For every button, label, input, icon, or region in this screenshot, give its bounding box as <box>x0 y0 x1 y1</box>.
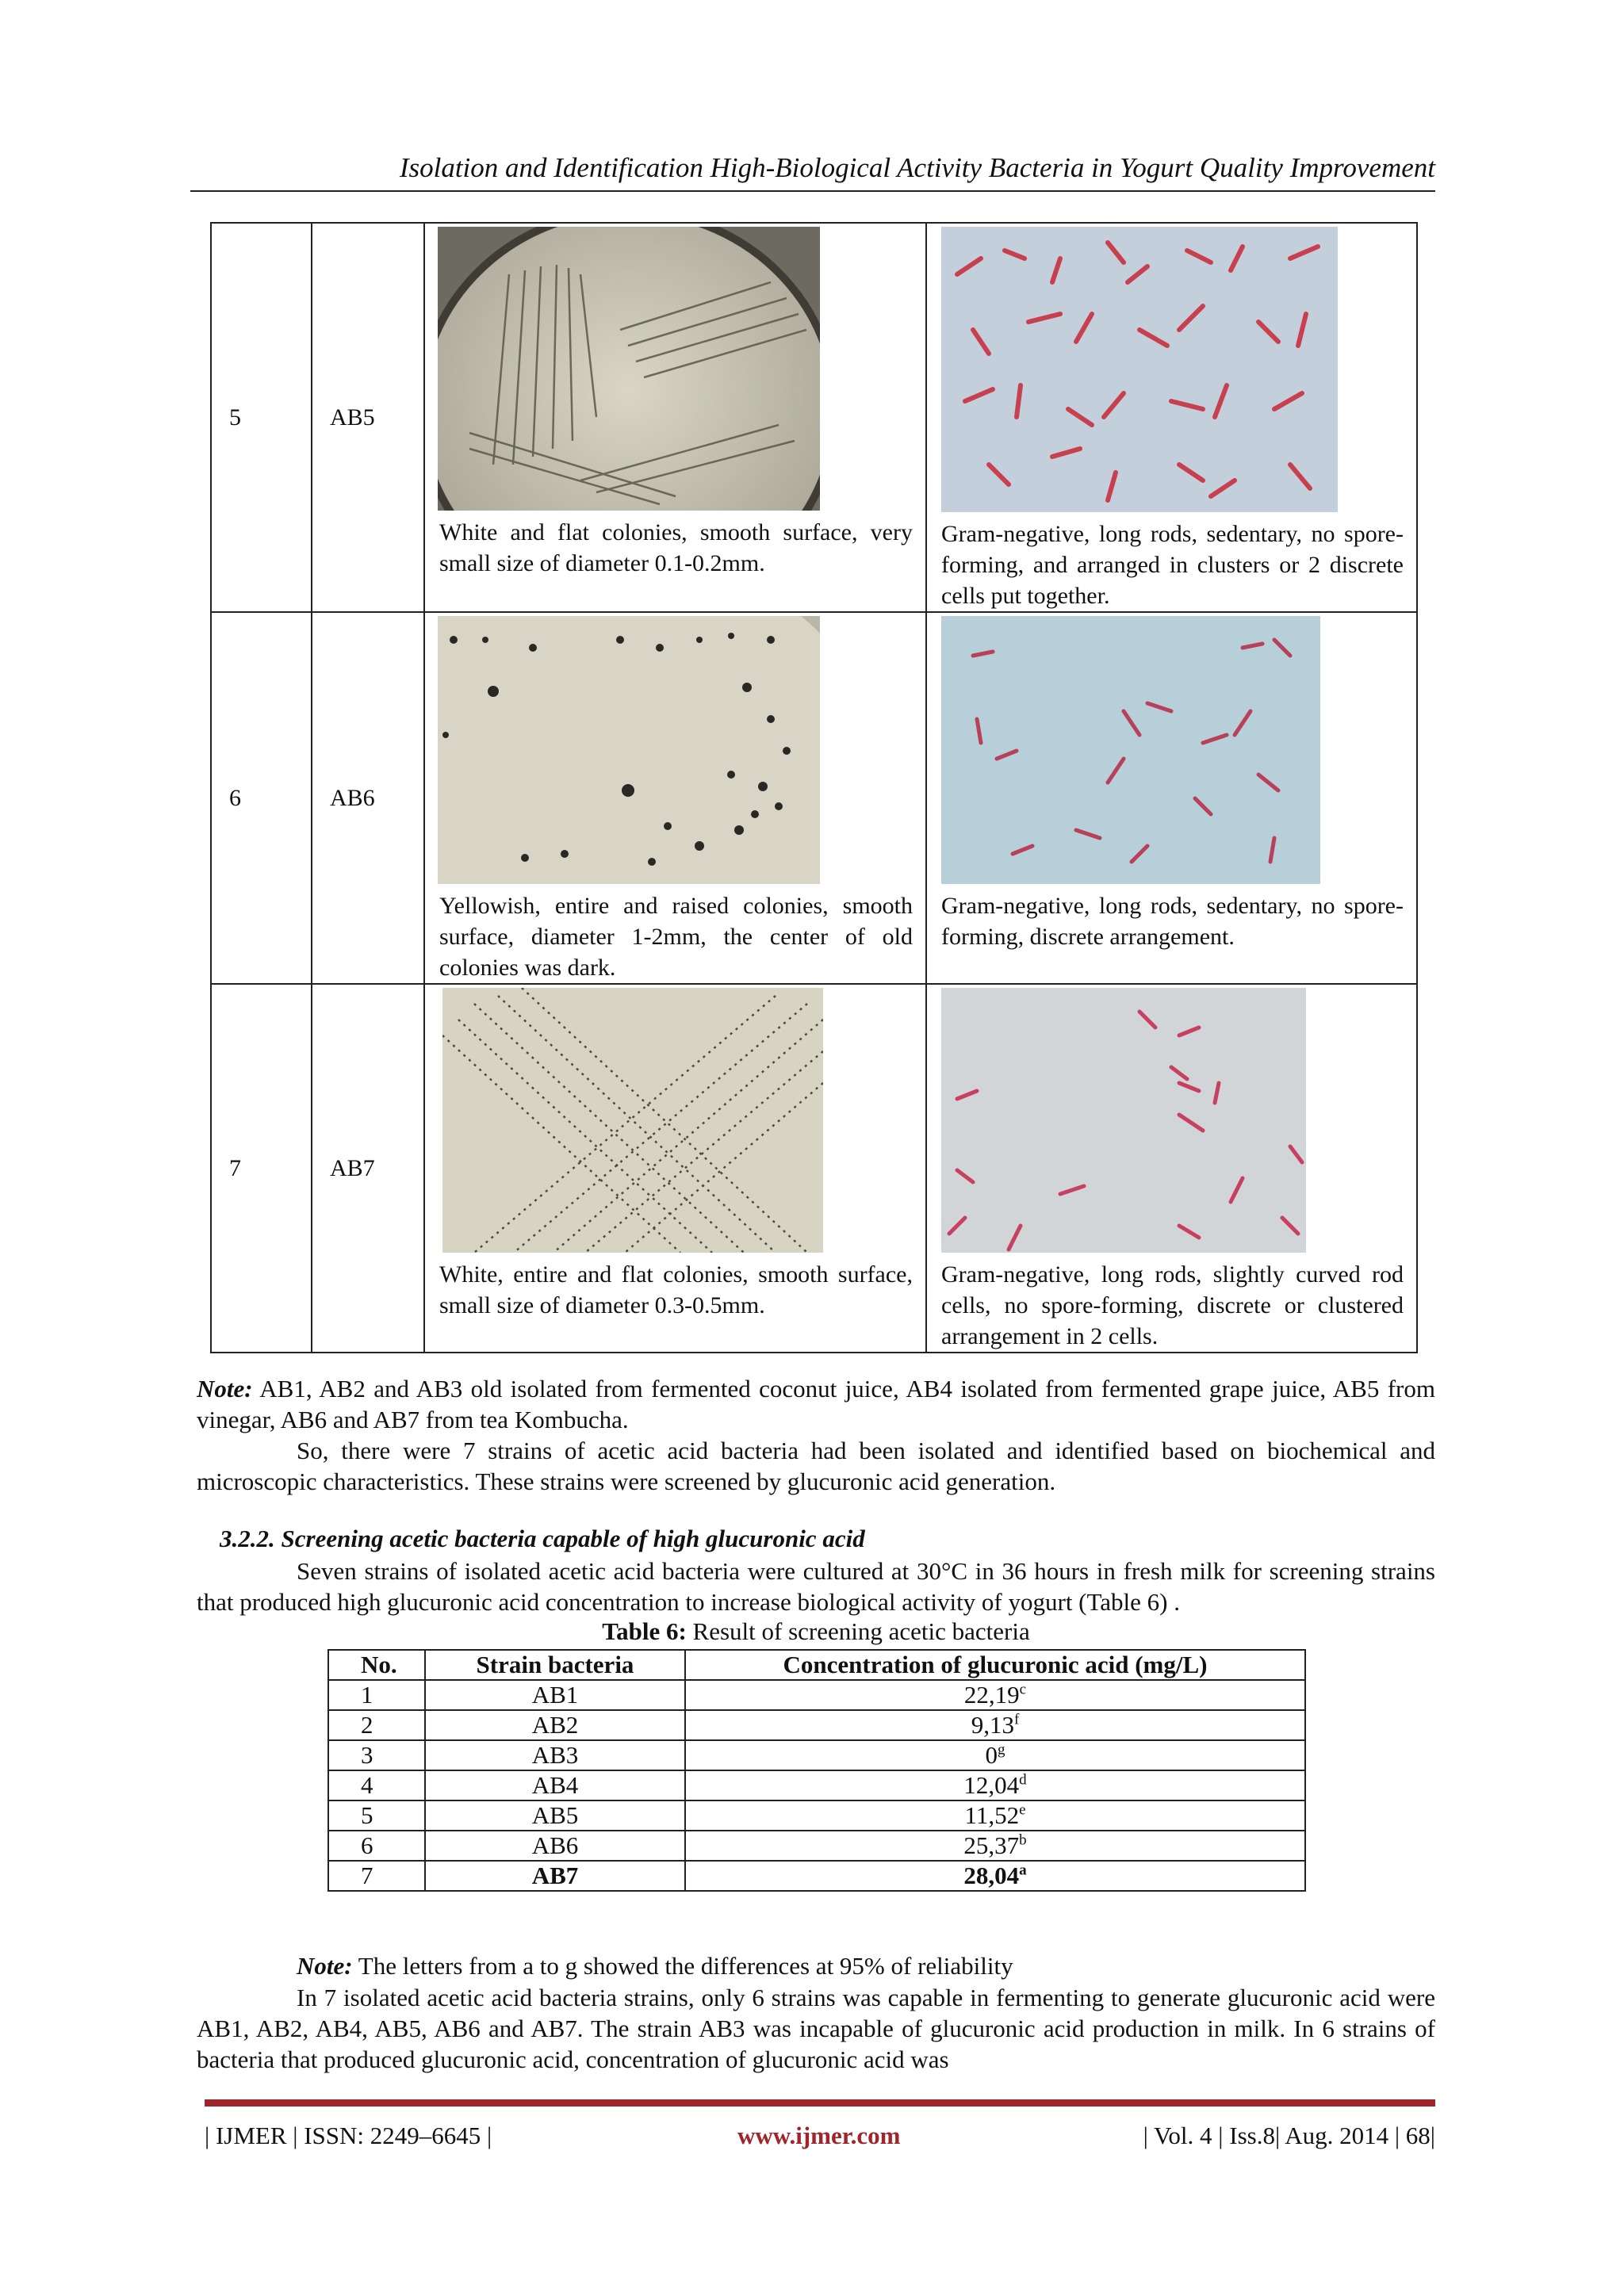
table-row: 5 AB5 11,52e <box>328 1800 1305 1831</box>
table6-caption: Table 6: Result of screening acetic bacteria <box>602 1617 1030 1645</box>
cell-description: Gram-negative, long rods, slightly curved rod cells, no spore-forming, discrete or clustered arrangement in 2 cells. <box>941 1261 1404 1349</box>
table-row <box>211 223 1417 612</box>
gram-stain-photo-ab6 <box>941 616 1320 884</box>
cell-description: Gram-negative, long rods, sedentary, no spore-forming, and arranged in clusters or 2 discrete cells put together. <box>941 521 1404 609</box>
running-title: Isolation and Identification High-Biological Activity Bacteria in Yogurt Quality Improvement <box>399 152 1435 183</box>
table-row: 1 AB1 22,19$^c$ <box>328 1680 1305 1710</box>
row-number: 7 <box>211 984 312 1353</box>
strain-code: AB7 <box>312 984 424 1353</box>
screening-paragraph: Seven strains of isolated acetic acid bacteria were cultured at 30°C in 36 hours in fresh milk for screening strains that produced high glucuronic acid concentration to increase biological activity of yogurt (Table 6) . <box>197 1557 1435 1616</box>
summary-paragraph: So, there were 7 strains of acetic acid bacteria had been isolated and identified based on biochemical and microscopic characteristics. These strains were screened by glucuronic acid generation. <box>197 1437 1435 1495</box>
row-number: 5 <box>211 223 312 612</box>
colony-photo-ab7 <box>442 988 823 1253</box>
table-header-row <box>328 1650 1305 1680</box>
table-row: 3 AB3 0$^g$ <box>328 1740 1305 1770</box>
table-row: 6 AB6 25,37$^b$ <box>328 1831 1305 1861</box>
table6-glucuronic-acid <box>327 1649 1306 1892</box>
column-header: Strain bacteria <box>425 1650 685 1680</box>
colony-photo-ab6 <box>438 616 820 884</box>
header-rule <box>190 190 1435 192</box>
colony-photo-ab5 <box>438 227 820 511</box>
table-row: 7 AB7 28,04$^a$ <box>328 1861 1305 1891</box>
colony-description: White, entire and flat colonies, smooth surface, small size of diameter 0.3-0.5mm. <box>439 1261 913 1318</box>
table-row: 4 AB4 12,04$^d$ <box>328 1770 1305 1800</box>
strain-code: AB5 <box>312 223 424 612</box>
results-paragraph: In 7 isolated acetic acid bacteria strains, only 6 strains was capable in fermenting to generate glucuronic acid were AB1, AB2, AB4, AB5, AB6 and AB7. The strain AB3 was incapable of glucuronic acid production in milk. In 6 strains of bacteria that produced glucuronic acid, concentration of glucuronic acid was <box>197 1984 1435 2073</box>
footer-rule <box>205 2099 1435 2107</box>
table-row: 2 AB2 9,13$^f$ <box>328 1710 1305 1740</box>
gram-stain-photo-ab5 <box>941 227 1338 512</box>
note-isolation-sources: Note: AB1, AB2 and AB3 old isolated from fermented coconut juice, AB4 isolated from fermented grape juice, AB5 from vinegar, AB6 and AB7 from tea Kombucha. <box>197 1375 1435 1433</box>
colony-description: Yellowish, entire and raised colonies, smooth surface, diameter 1-2mm, the center of old colonies was dark. <box>439 893 913 981</box>
table-row <box>211 984 1417 1353</box>
column-header: No. <box>328 1650 425 1680</box>
cell-description: Gram-negative, long rods, sedentary, no spore-forming, discrete arrangement. <box>941 893 1404 950</box>
strain-code: AB6 <box>312 612 424 984</box>
gram-stain-photo-ab7 <box>941 988 1306 1253</box>
footer-journal-issn: | IJMER | ISSN: 2249–6645 | <box>205 2122 492 2149</box>
footer-website-link[interactable]: www.ijmer.com <box>737 2122 901 2149</box>
footer-volume-page: | Vol. 4 | Iss.8| Aug. 2014 | 68| <box>1143 2122 1435 2149</box>
table-row <box>211 612 1417 984</box>
row-number: 6 <box>211 612 312 984</box>
note-significance: Note: The letters from a to g showed the differences at 95% of reliability <box>297 1952 1013 1980</box>
colony-description: White and flat colonies, smooth surface, very small size of diameter 0.1-0.2mm. <box>439 519 913 576</box>
strain-characteristics-table <box>210 222 1418 1353</box>
column-header: Concentration of glucuronic acid (mg/L) <box>685 1650 1305 1680</box>
section-heading: 3.2.2. Screening acetic bacteria capable of high glucuronic acid <box>220 1525 865 1552</box>
